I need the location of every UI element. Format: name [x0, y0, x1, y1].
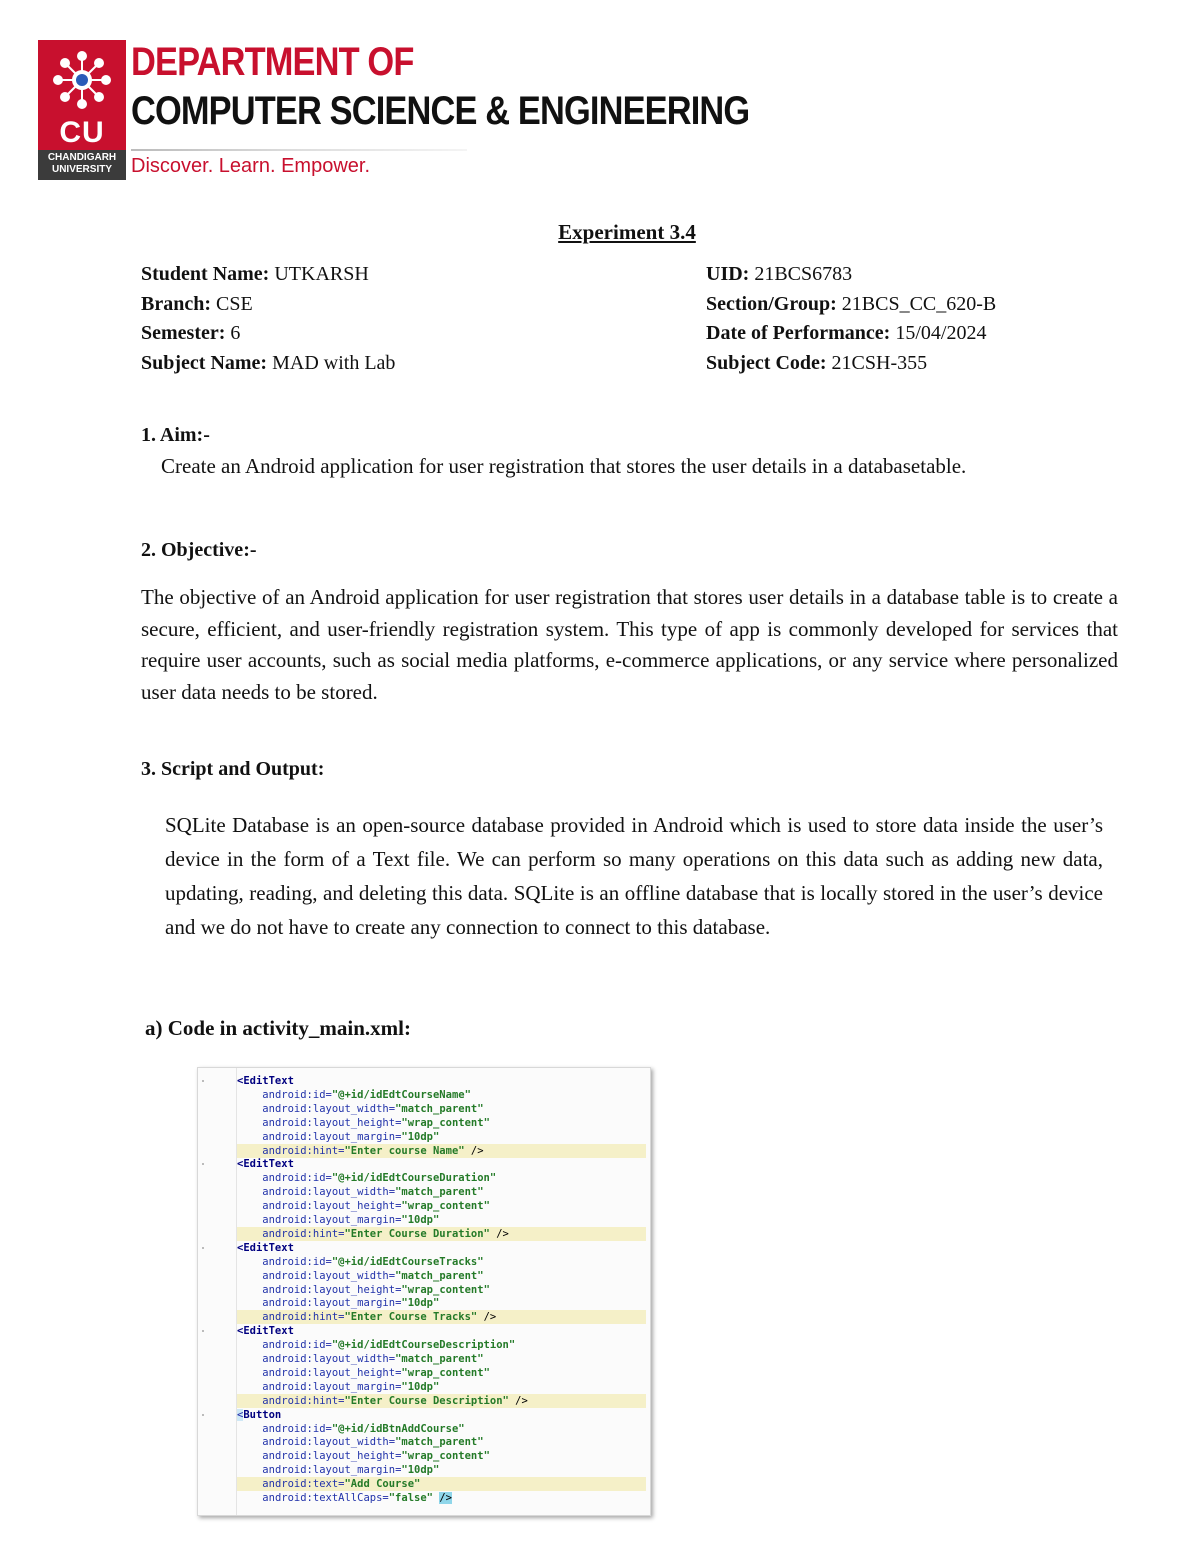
code-line: android:hint="Enter course Name" />	[237, 1144, 646, 1158]
student-info-left	[141, 260, 395, 378]
subject-code-row	[706, 349, 996, 379]
code-line: android:layout_width="match_parent"	[262, 1102, 484, 1115]
university-logo	[38, 40, 126, 180]
code-line: <EditText	[237, 1075, 294, 1087]
code-line: android:layout_height="wrap_content"	[262, 1200, 490, 1213]
code-line: android:text="Add Course"	[237, 1477, 646, 1491]
logo-university-text: CHANDIGARH UNIVERSITY	[47, 152, 117, 175]
code-line: android:hint="Enter Course Description" />	[237, 1394, 646, 1408]
date-value: 15/04/2024	[895, 322, 987, 344]
semester-label: Semester:	[141, 322, 226, 344]
code-line: android:id="@+id/idEdtCourseDuration"	[262, 1172, 497, 1185]
branch-value: CSE	[216, 292, 253, 315]
code-line: android:layout_height="wrap_content"	[262, 1366, 490, 1379]
code-line: android:layout_width="match_parent"	[262, 1186, 484, 1199]
subject-name-row	[141, 349, 395, 379]
code-line: android:layout_height="wrap_content"	[262, 1450, 490, 1463]
code-line: <EditText	[237, 1325, 294, 1338]
objective-text: The objective of an Android application for user registration that stores user details in a database table is to create a secure, efficient, and user-friendly registration system. This type of app is commonly developed for services that require user accounts, such as social media platforms, e-commerce applications, or any service where personalized user data needs to be stored.	[141, 585, 1118, 704]
code-line: android:layout_margin="10dp"	[262, 1464, 440, 1477]
code-line: android:hint="Enter Course Tracks" />	[237, 1310, 646, 1324]
tagline: Discover. Learn. Empower.	[131, 155, 370, 177]
emblem-icon	[48, 46, 116, 114]
subject-code-label: Subject Code:	[706, 351, 827, 374]
script-heading: 3. Script and Output:	[141, 758, 325, 780]
student-name-label: Student Name:	[141, 263, 270, 285]
logo-cu-text: CU	[59, 116, 105, 149]
uid-label: UID:	[706, 263, 750, 285]
section-value: 21BCS_CC_620-B	[841, 292, 997, 315]
department-title-line1: DEPARTMENT OF	[131, 40, 414, 84]
code-line: android:layout_margin="10dp"	[262, 1380, 440, 1393]
code-heading: a) Code in activity_main.xml:	[145, 1016, 411, 1040]
objective-heading: 2. Objective:-	[141, 539, 257, 561]
branch-row	[141, 290, 395, 320]
uid-row	[706, 260, 996, 290]
code-line: android:hint="Enter Course Duration" />	[237, 1227, 646, 1241]
code-line: <Button	[237, 1408, 282, 1421]
code-screenshot	[197, 1067, 651, 1516]
header-divider	[131, 149, 467, 151]
sqlite-description: SQLite Database is an open-source database provided in Android which is used to store data inside the user’s device in the form of a Text file. We can perform so many operations on this data such as adding new data, updating, reading, and deleting this data. SQLite is an offline database that is locally stored in the user’s device and we do not have to create any connection to connect to this database.	[165, 813, 1103, 939]
code-line: android:layout_width="match_parent"	[262, 1436, 484, 1449]
date-label: Date of Performance:	[706, 322, 891, 344]
branch-label: Branch:	[141, 292, 211, 315]
code-line: android:layout_width="match_parent"	[262, 1353, 484, 1365]
code-line: <EditText	[237, 1241, 294, 1254]
subject-name-value: MAD with Lab	[272, 351, 396, 374]
uid-value: 21BCS6783	[754, 263, 853, 285]
subject-code-value: 21CSH-355	[831, 351, 928, 374]
gutter-marker	[202, 1247, 204, 1249]
gutter-marker	[202, 1163, 204, 1165]
code-line: android:layout_margin="10dp"	[262, 1214, 440, 1226]
code-line: android:id="@+id/idEdtCourseTracks"	[262, 1255, 484, 1268]
gutter-marker	[202, 1080, 204, 1082]
student-name-row	[141, 260, 395, 290]
code-line: android:layout_height="wrap_content"	[262, 1283, 490, 1296]
code-line: android:layout_margin="10dp"	[262, 1297, 440, 1310]
code-line: android:id="@+id/idBtnAddCourse"	[262, 1422, 465, 1435]
student-info-right	[706, 260, 996, 378]
code-line: android:textAllCaps="false" />	[262, 1492, 452, 1504]
date-row	[706, 319, 996, 349]
aim-heading: 1. Aim:-	[141, 424, 210, 446]
gutter-marker	[202, 1330, 204, 1332]
student-name-value: UTKARSH	[274, 263, 369, 285]
section-label: Section/Group:	[706, 292, 837, 315]
department-title-line2: COMPUTER SCIENCE & ENGINEERING	[131, 89, 750, 133]
code-line: <EditText	[237, 1158, 294, 1171]
code-line: android:id="@+id/idEdtCourseDescription"	[262, 1339, 516, 1352]
code-line: android:id="@+id/idEdtCourseName"	[262, 1088, 471, 1101]
subject-name-label: Subject Name:	[141, 351, 268, 374]
code-line: android:layout_width="match_parent"	[262, 1269, 484, 1282]
semester-value: 6	[230, 322, 241, 344]
section-row	[706, 290, 996, 320]
semester-row	[141, 319, 395, 349]
gutter-marker	[202, 1414, 204, 1416]
code-line: android:layout_margin="10dp"	[262, 1130, 440, 1143]
code-line: android:layout_height="wrap_content"	[262, 1116, 490, 1129]
experiment-title: Experiment 3.4	[558, 220, 696, 244]
aim-text: Create an Android application for user registration that stores the user details in a databasetable.	[161, 454, 967, 478]
